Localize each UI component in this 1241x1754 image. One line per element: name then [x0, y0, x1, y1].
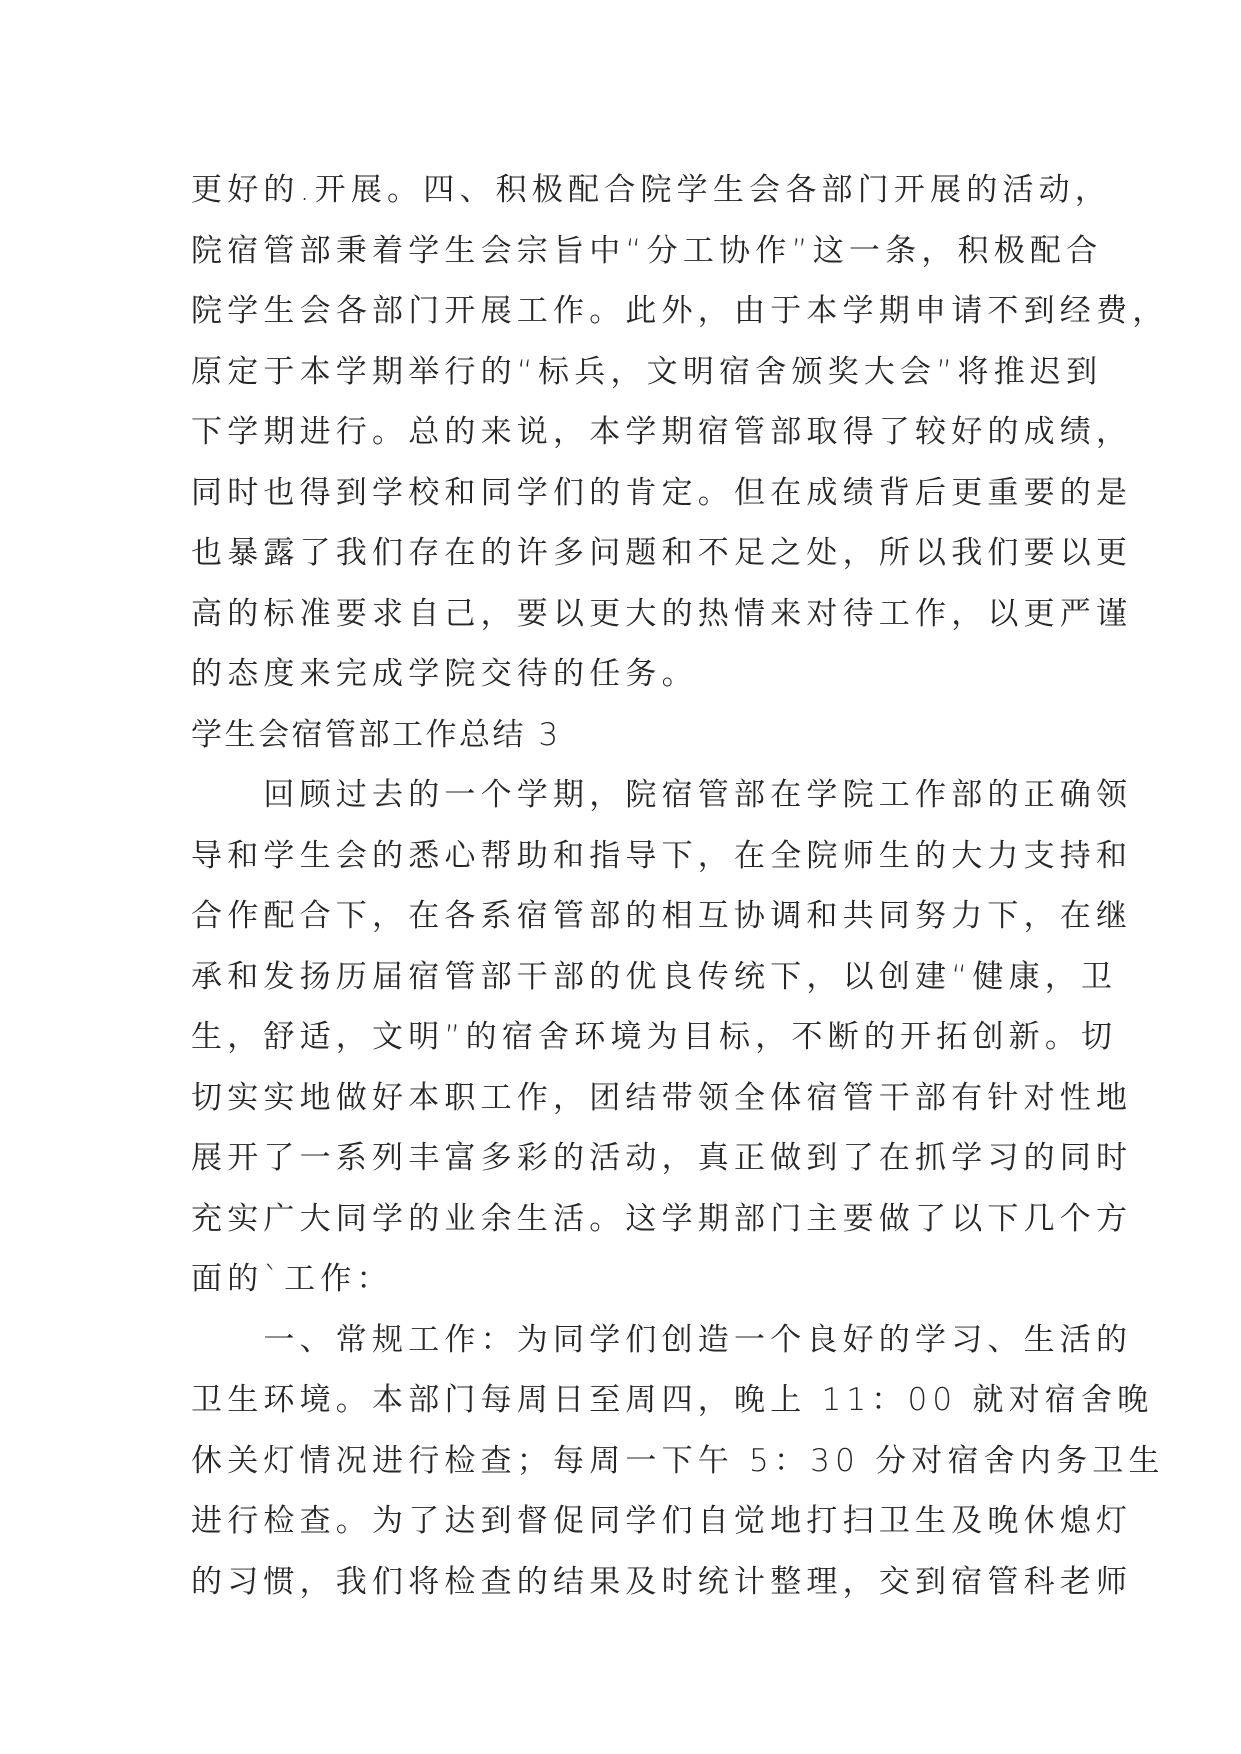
- paragraph-line: 更好的.开展。四、积极配合院学生会各部门开展的活动，: [191, 172, 1112, 208]
- paragraph-line: 的习惯，我们将检查的结果及时统计整理，交到宿管科老师: [191, 1563, 1133, 1600]
- paragraph-line: 切实实地做好本职工作，团结带领全体宿管干部有针对性地: [191, 1079, 1133, 1116]
- paragraph-line: 一、常规工作：为同学们创造一个良好的学习、生活的: [191, 1321, 1133, 1358]
- section-heading: 学生会宿管部工作总结 3: [191, 716, 561, 753]
- paragraph-line: 承和发扬历届宿管部干部的优良传统下，以创建“健康，卫: [191, 958, 1118, 995]
- paragraph-line: 展开了一系列丰富多彩的活动，真正做到了在抓学习的同时: [191, 1140, 1133, 1176]
- paragraph-line: 卫生环境。本部门每周日至周四，晚上 11：00 就对宿舍晚: [191, 1382, 1154, 1418]
- paragraph-line: 生，舒适，文明”的宿舍环境为目标，不断的开拓创新。切: [191, 1019, 1118, 1055]
- paragraph-line: 面的`工作：: [191, 1261, 393, 1297]
- paragraph-line: 同时也得到学校和同学们的肯定。但在成绩背后更重要的是: [191, 474, 1133, 511]
- paragraph-line: 院宿管部秉着学生会宗旨中“分工协作”这一条，积极配合: [191, 232, 1103, 269]
- paragraph-line: 进行检查。为了达到督促同学们自觉地打扫卫生及晚休熄灯: [191, 1503, 1133, 1539]
- paragraph-line: 导和学生会的悉心帮助和指导下，在全院师生的大力支持和: [191, 837, 1133, 874]
- paragraph-line: 院学生会各部门开展工作。此外，由于本学期申请不到经费，: [191, 293, 1169, 329]
- paragraph-line: 原定于本学期举行的“标兵，文明宿舍颁奖大会”将推迟到: [191, 353, 1103, 390]
- paragraph-line: 下学期进行。总的来说，本学期宿管部取得了较好的成绩，: [191, 414, 1133, 450]
- paragraph-line: 回顾过去的一个学期，院宿管部在学院工作部的正确领: [191, 777, 1133, 813]
- paragraph-line: 休关灯情况进行检查；每周一下午 5：30 分对宿舍内务卫生: [191, 1442, 1165, 1479]
- paragraph-line: 也暴露了我们存在的许多问题和不足之处，所以我们要以更: [191, 535, 1133, 571]
- paragraph-line: 的态度来完成学院交待的任务。: [191, 656, 698, 692]
- paragraph-line: 高的标准要求自己，要以更大的热情来对待工作，以更严谨: [191, 595, 1133, 632]
- document-body: [191, 160, 1169, 1612]
- paragraph-line: 充实广大同学的业余生活。这学期部门主要做了以下几个方: [191, 1200, 1133, 1237]
- paragraph-line: 合作配合下，在各系宿管部的相互协调和共同努力下，在继: [191, 898, 1133, 934]
